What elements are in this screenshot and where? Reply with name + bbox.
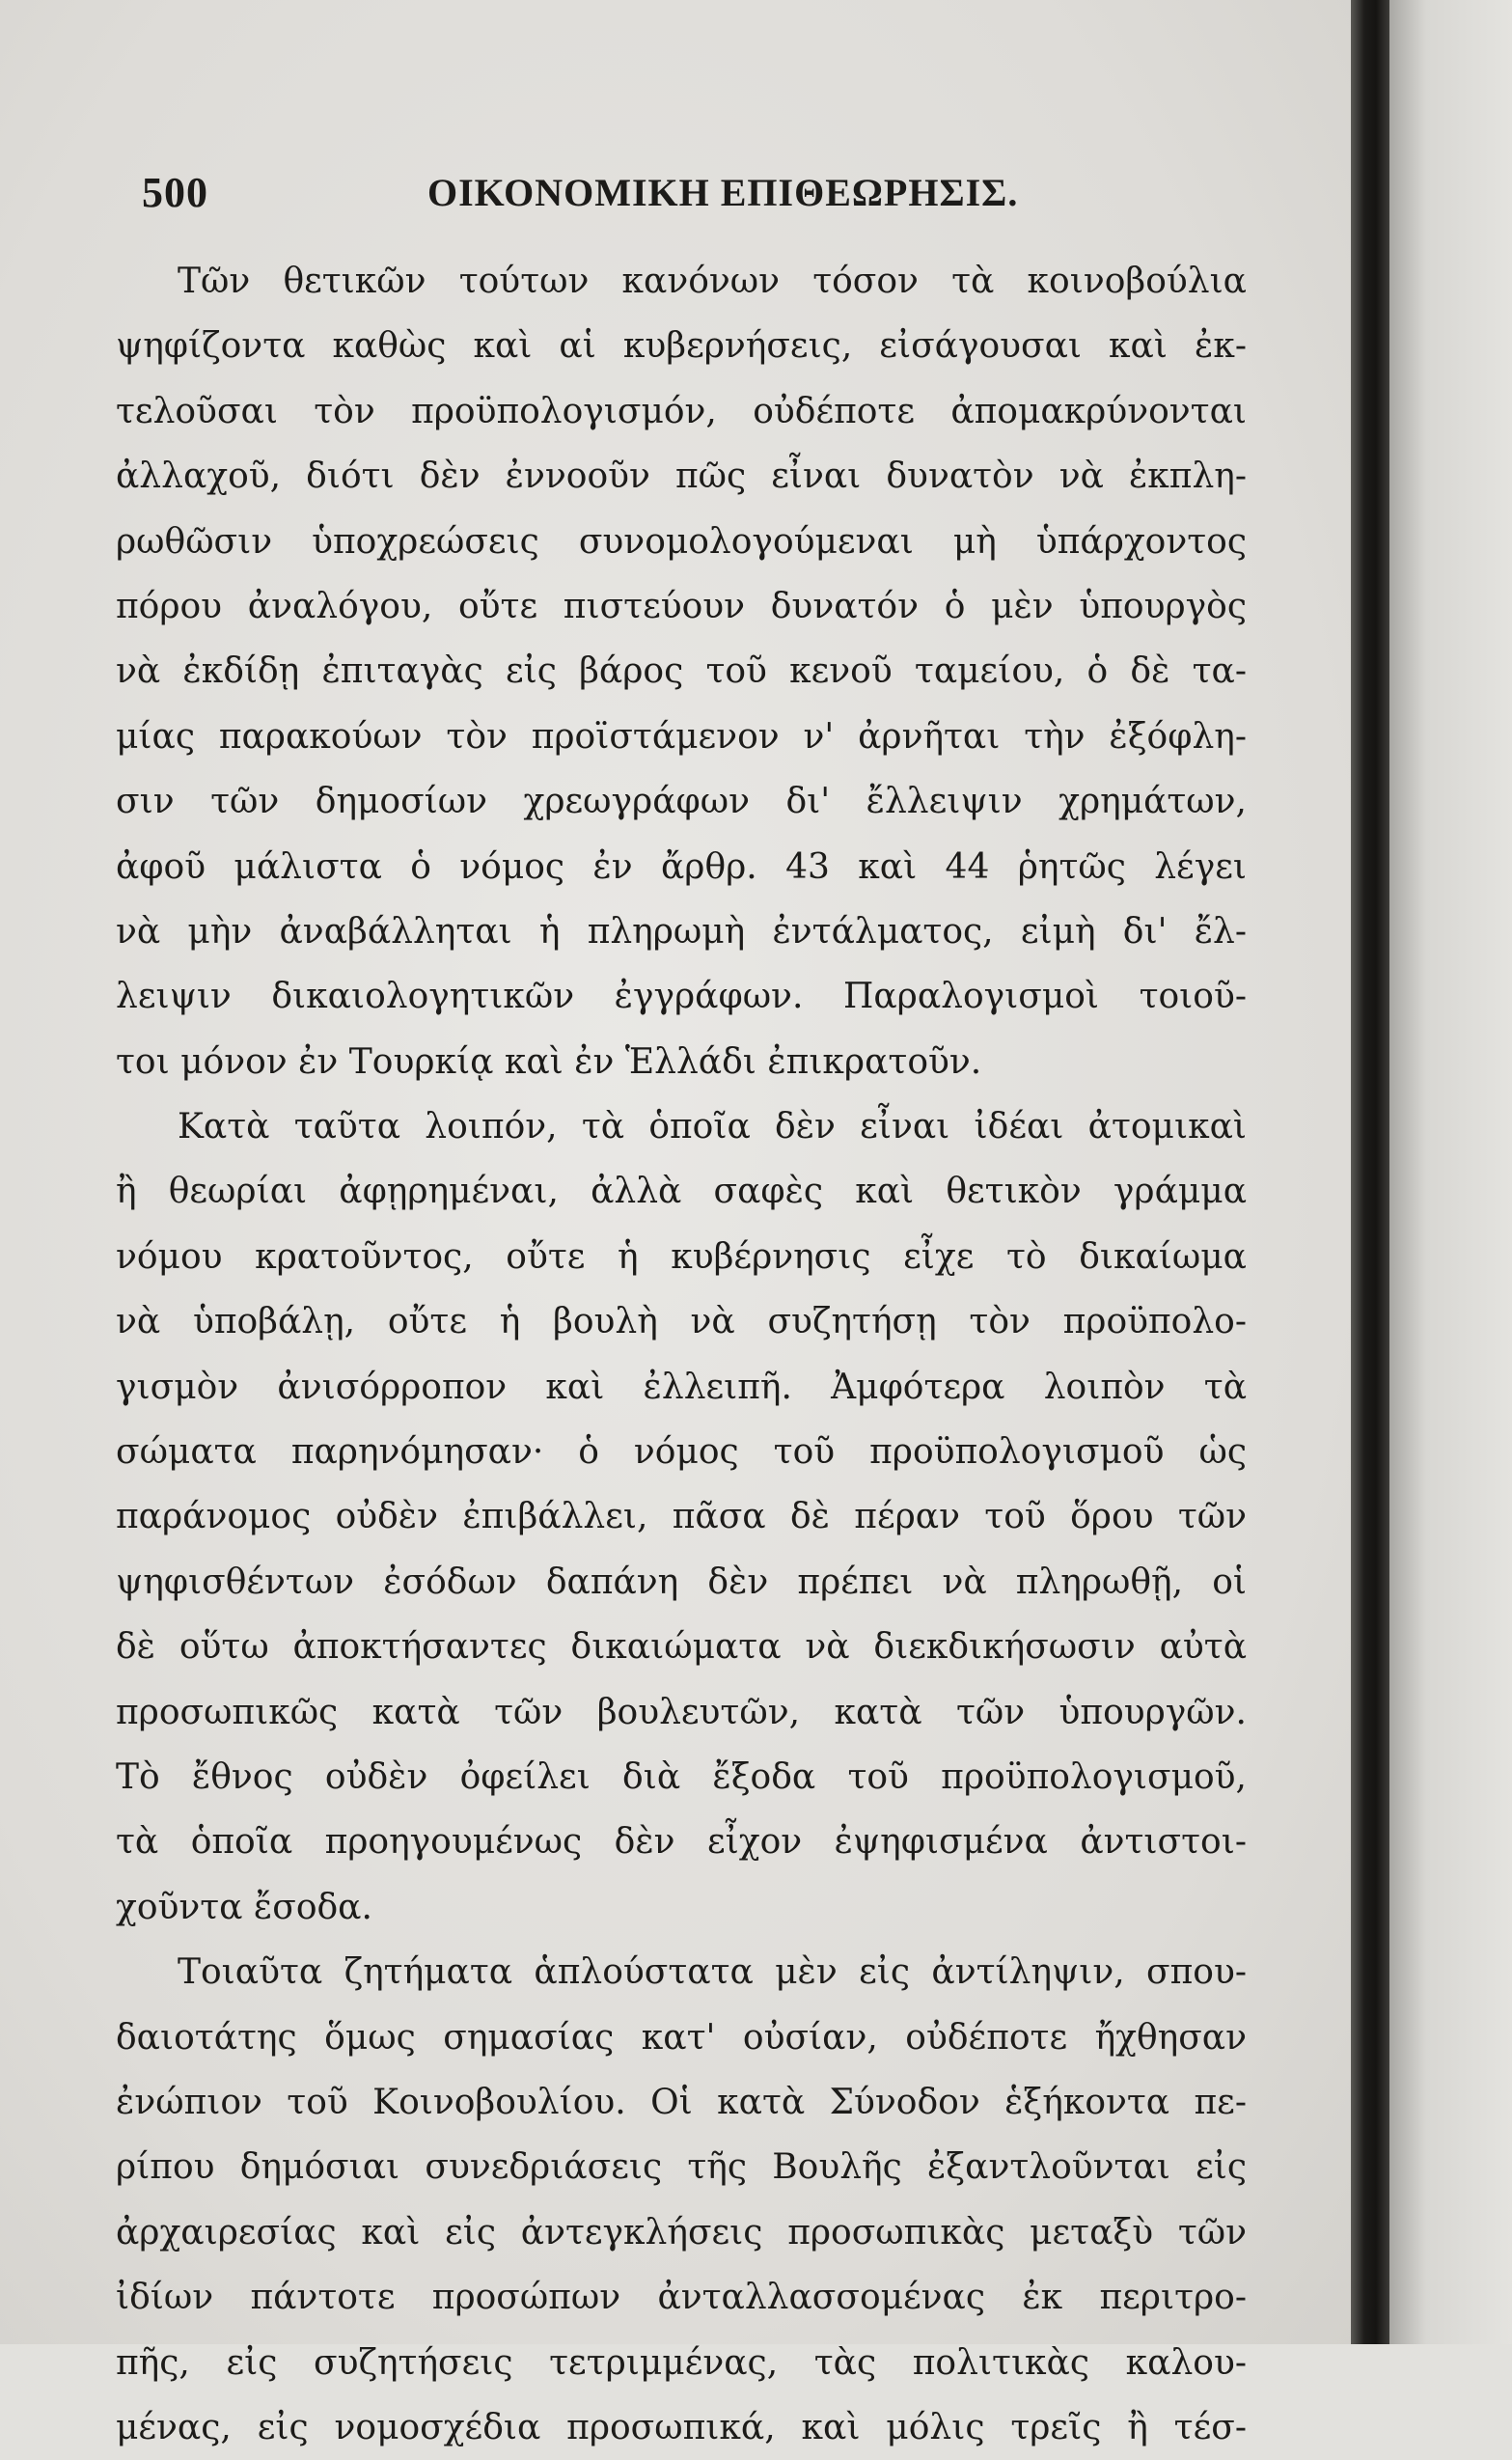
text-line: ἀρχαιρεσίας καὶ εἰς ἀντεγκλήσεις προσωπικὰς μεταξὺ τῶν bbox=[116, 2212, 1247, 2253]
text-line: Κατὰ ταῦτα λοιπόν, τὰ ὁποῖα δὲν εἶναι ἰδέαι ἀτομικαὶ bbox=[178, 1107, 1247, 1147]
text-line: μένας, εἰς νομοσχέδια προσωπικά, καὶ μόλις τρεῖς ἢ τέσ- bbox=[116, 2407, 1247, 2447]
page-number: 500 bbox=[142, 169, 208, 216]
text-line: σώματα παρηνόμησαν· ὁ νόμος τοῦ προϋπολογισμοῦ ὡς bbox=[116, 1432, 1247, 1473]
running-title: ΟΙΚΟΝΟΜΙΚΗ ΕΠΙΘΕΩΡΗΣΙΣ. bbox=[427, 171, 1019, 214]
text-line: πόρου ἀναλόγου, οὔτε πιστεύουν δυνατόν ὁ μὲν ὑπουργὸς bbox=[116, 586, 1247, 626]
text-line: Τῶν θετικῶν τούτων κανόνων τόσον τὰ κοινοβούλια bbox=[178, 262, 1247, 301]
text-line: τελοῦσαι τὸν προϋπολογισμόν, οὐδέποτε ἀπομακρύνονται bbox=[116, 391, 1247, 431]
text-line: προσωπικῶς κατὰ τῶν βουλευτῶν, κατὰ τῶν ὑπουργῶν. bbox=[116, 1692, 1247, 1732]
text-line: δαιοτάτης ὅμως σημασίας κατ' οὐσίαν, οὐδέποτε ἤχθησαν bbox=[116, 2017, 1247, 2058]
text-line: νὰ ἐκδίδῃ ἐπιταγὰς εἰς βάρος τοῦ κενοῦ ταμείου, ὁ δὲ τα- bbox=[116, 651, 1247, 692]
text-line: δὲ οὕτω ἀποκτήσαντες δικαιώματα νὰ διεκδικήσωσιν αὐτὰ bbox=[116, 1627, 1247, 1668]
text-line: ἀλλαχοῦ, διότι δὲν ἐννοοῦν πῶς εἶναι δυνατὸν νὰ ἐκπλη- bbox=[116, 456, 1247, 497]
text-line: μίας παρακούων τὸν προϊστάμενον ν' ἀρνῆται τὴν ἐξόφλη- bbox=[116, 716, 1247, 757]
text-line: ρίπου δημόσιαι συνεδριάσεις τῆς Βουλῆς ἐξαντλοῦνται εἰς bbox=[116, 2147, 1247, 2188]
text-line: ρωθῶσιν ὑποχρεώσεις συνομολογούμεναι μὴ ὑπάρχοντος bbox=[116, 521, 1247, 562]
text-line: γισμὸν ἀνισόρροπον καὶ ἐλλειπῆ. Ἀμφότερα λοιπὸν τὰ bbox=[116, 1367, 1247, 1407]
text-line: Τοιαῦτα ζητήματα ἁπλούστατα μὲν εἰς ἀντίληψιν, σπου- bbox=[178, 1952, 1247, 1993]
text-line: ἐνώπιον τοῦ Κοινοβουλίου. Οἱ κατὰ Σύνοδον ἑξήκοντα πε- bbox=[116, 2082, 1247, 2122]
text-line: νὰ ὑποβάλῃ, οὔτε ἡ βουλὴ νὰ συζητήσῃ τὸν προϋπολο- bbox=[116, 1302, 1247, 1342]
text-line: ψηφίζοντα καθὼς καὶ αἱ κυβερνήσεις, εἰσάγουσαι καὶ ἐκ- bbox=[116, 326, 1247, 367]
text-line: τοι μόνον ἐν Τουρκίᾳ καὶ ἐν Ἑλλάδι ἐπικρατοῦν. bbox=[116, 1041, 982, 1082]
book-gutter bbox=[1351, 0, 1389, 2344]
text-line: λειψιν δικαιολογητικῶν ἐγγράφων. Παραλογισμοὶ τοιοῦ- bbox=[116, 977, 1247, 1017]
adjacent-page-edge bbox=[1389, 0, 1512, 2344]
text-line: ἀφοῦ μάλιστα ὁ νόμος ἐν ἄρθρ. 43 καὶ 44 ῥητῶς λέγει bbox=[116, 846, 1247, 887]
text-line: πῆς, εἰς συζητήσεις τετριμμένας, τὰς πολιτικὰς καλου- bbox=[116, 2342, 1247, 2383]
text-line: ἰδίων πάντοτε προσώπων ἀνταλλασσομένας ἐκ περιτρο- bbox=[116, 2278, 1247, 2318]
text-line: χοῦντα ἔσοδα. bbox=[116, 1887, 372, 1927]
text-line: ἢ θεωρίαι ἀφῃρημέναι, ἀλλὰ σαφὲς καὶ θετικὸν γράμμα bbox=[116, 1172, 1247, 1212]
text-line: Τὸ ἔθνος οὐδὲν ὀφείλει διὰ ἔξοδα τοῦ προϋπολογισμοῦ, bbox=[116, 1756, 1247, 1797]
page-header bbox=[142, 164, 1251, 222]
text-line: νόμου κρατοῦντος, οὔτε ἡ κυβέρνησις εἶχε τὸ δικαίωμα bbox=[116, 1236, 1247, 1277]
text-line: νὰ μὴν ἀναβάλληται ἡ πληρωμὴ ἐντάλματος, εἰμὴ δι' ἔλ- bbox=[116, 911, 1247, 952]
text-line: σιν τῶν δημοσίων χρεωγράφων δι' ἔλλειψιν χρημάτων, bbox=[116, 782, 1247, 822]
text-line: παράνομος οὐδὲν ἐπιβάλλει, πᾶσα δὲ πέραν τοῦ ὅρου τῶν bbox=[116, 1497, 1247, 1537]
body-text bbox=[116, 249, 1247, 2460]
text-line: τὰ ὁποῖα προηγουμένως δὲν εἶχον ἐψηφισμένα ἀντιστοι- bbox=[116, 1822, 1247, 1863]
text-line: ψηφισθέντων ἐσόδων δαπάνη δὲν πρέπει νὰ πληρωθῇ, οἱ bbox=[116, 1562, 1247, 1602]
